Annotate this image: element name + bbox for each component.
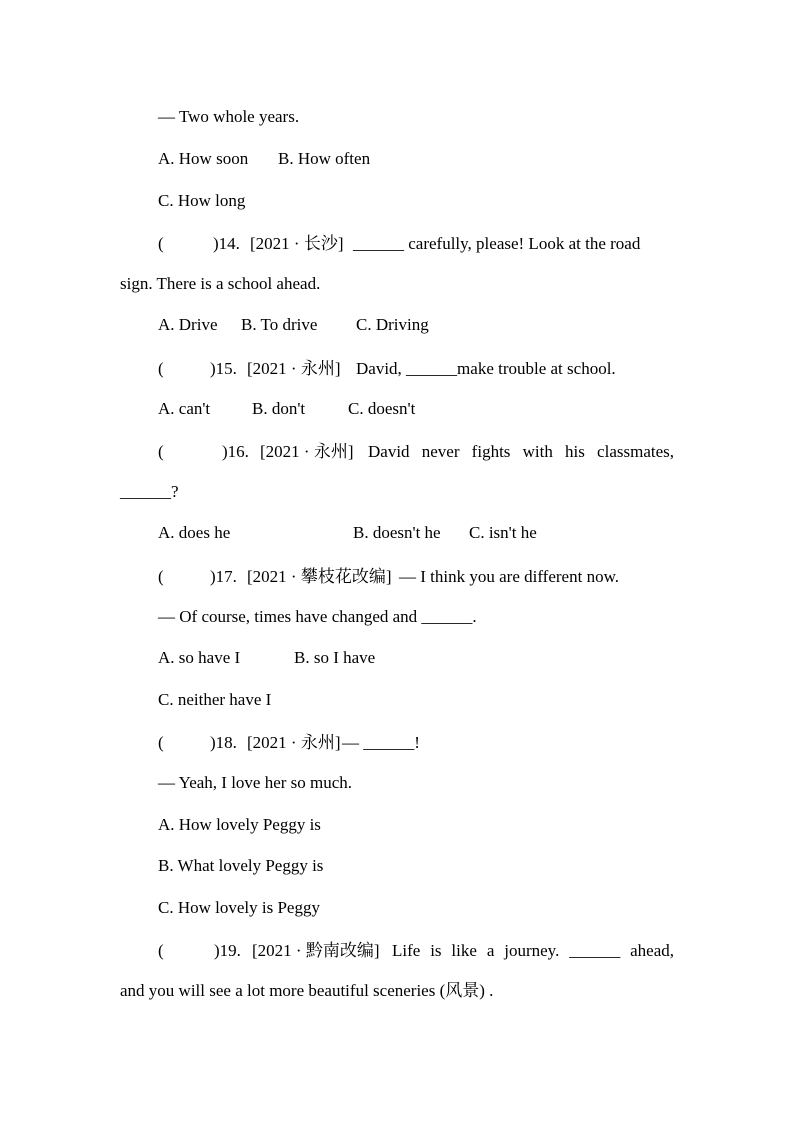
- q16-stem-line1: David never fights with his classmates,: [368, 442, 674, 461]
- q16-source: [2021 · 永州]: [260, 442, 354, 461]
- q17-option-a: A. so have I: [158, 648, 241, 667]
- q19-source: [2021 · 黔南改编]: [252, 941, 380, 960]
- q16-stem-line2: ______?: [120, 482, 179, 501]
- q13-option-a: A. How soon: [158, 149, 249, 168]
- q17-stem: — I think you are different now.: [399, 567, 619, 586]
- q19-number: )19.: [214, 941, 241, 960]
- q16-option-a: A. does he: [158, 523, 231, 542]
- q15-option-b: B. don't: [252, 399, 306, 418]
- q18-paren: (: [158, 733, 164, 752]
- q18-option-c: C. How lovely is Peggy: [158, 898, 320, 917]
- q14-number: )14.: [213, 234, 240, 253]
- q18-reply: — Yeah, I love her so much.: [158, 773, 353, 792]
- q18-option-b: B. What lovely Peggy is: [158, 856, 324, 875]
- q19-stem-line2: and you will see a lot more beautiful sceneries (风景) .: [120, 981, 494, 1000]
- q17-source: [2021 · 攀枝花改编]: [247, 567, 392, 586]
- q18-stem: — ______!: [342, 733, 420, 752]
- q15-option-c: C. doesn't: [348, 399, 416, 418]
- q17-number: )17.: [210, 567, 237, 586]
- q15-source: [2021 · 永州]: [247, 359, 341, 378]
- q17-option-b: B. so I have: [294, 648, 376, 667]
- q18-source: [2021 · 永州]: [247, 733, 341, 752]
- q14-option-a: A. Drive: [158, 315, 218, 334]
- q17-reply: — Of course, times have changed and ______.: [158, 607, 477, 626]
- q14-stem-line2: sign. There is a school ahead.: [120, 274, 321, 293]
- q13-option-c: C. How long: [158, 191, 246, 210]
- q13-option-b: B. How often: [278, 149, 371, 168]
- q18-number: )18.: [210, 733, 237, 752]
- q19-stem-line1: Life is like a journey. ______ ahead,: [392, 941, 674, 960]
- q13-answer: — Two whole years.: [158, 107, 300, 126]
- q16-number: )16.: [222, 442, 249, 461]
- q15-option-a: A. can't: [158, 399, 211, 418]
- q16-paren: (: [158, 442, 164, 461]
- q15-paren: (: [158, 359, 164, 378]
- q14-option-c: C. Driving: [356, 315, 429, 334]
- q14-option-b: B. To drive: [241, 315, 318, 334]
- q15-stem: David, ______make trouble at school.: [356, 359, 616, 378]
- q14-source: [2021 · 长沙]: [250, 234, 344, 253]
- q14-stem-text: ______ carefully, please! Look at the road: [353, 234, 641, 253]
- q16-option-b: B. doesn't he: [353, 523, 441, 542]
- q16-option-c: C. isn't he: [469, 523, 537, 542]
- q14-stem-line1: [353, 234, 674, 254]
- q17-paren: (: [158, 567, 164, 586]
- q18-option-a: A. How lovely Peggy is: [158, 815, 321, 834]
- q19-paren: (: [158, 941, 164, 960]
- q17-option-c: C. neither have I: [158, 690, 272, 709]
- q15-number: )15.: [210, 359, 237, 378]
- q14-paren: (: [158, 234, 164, 253]
